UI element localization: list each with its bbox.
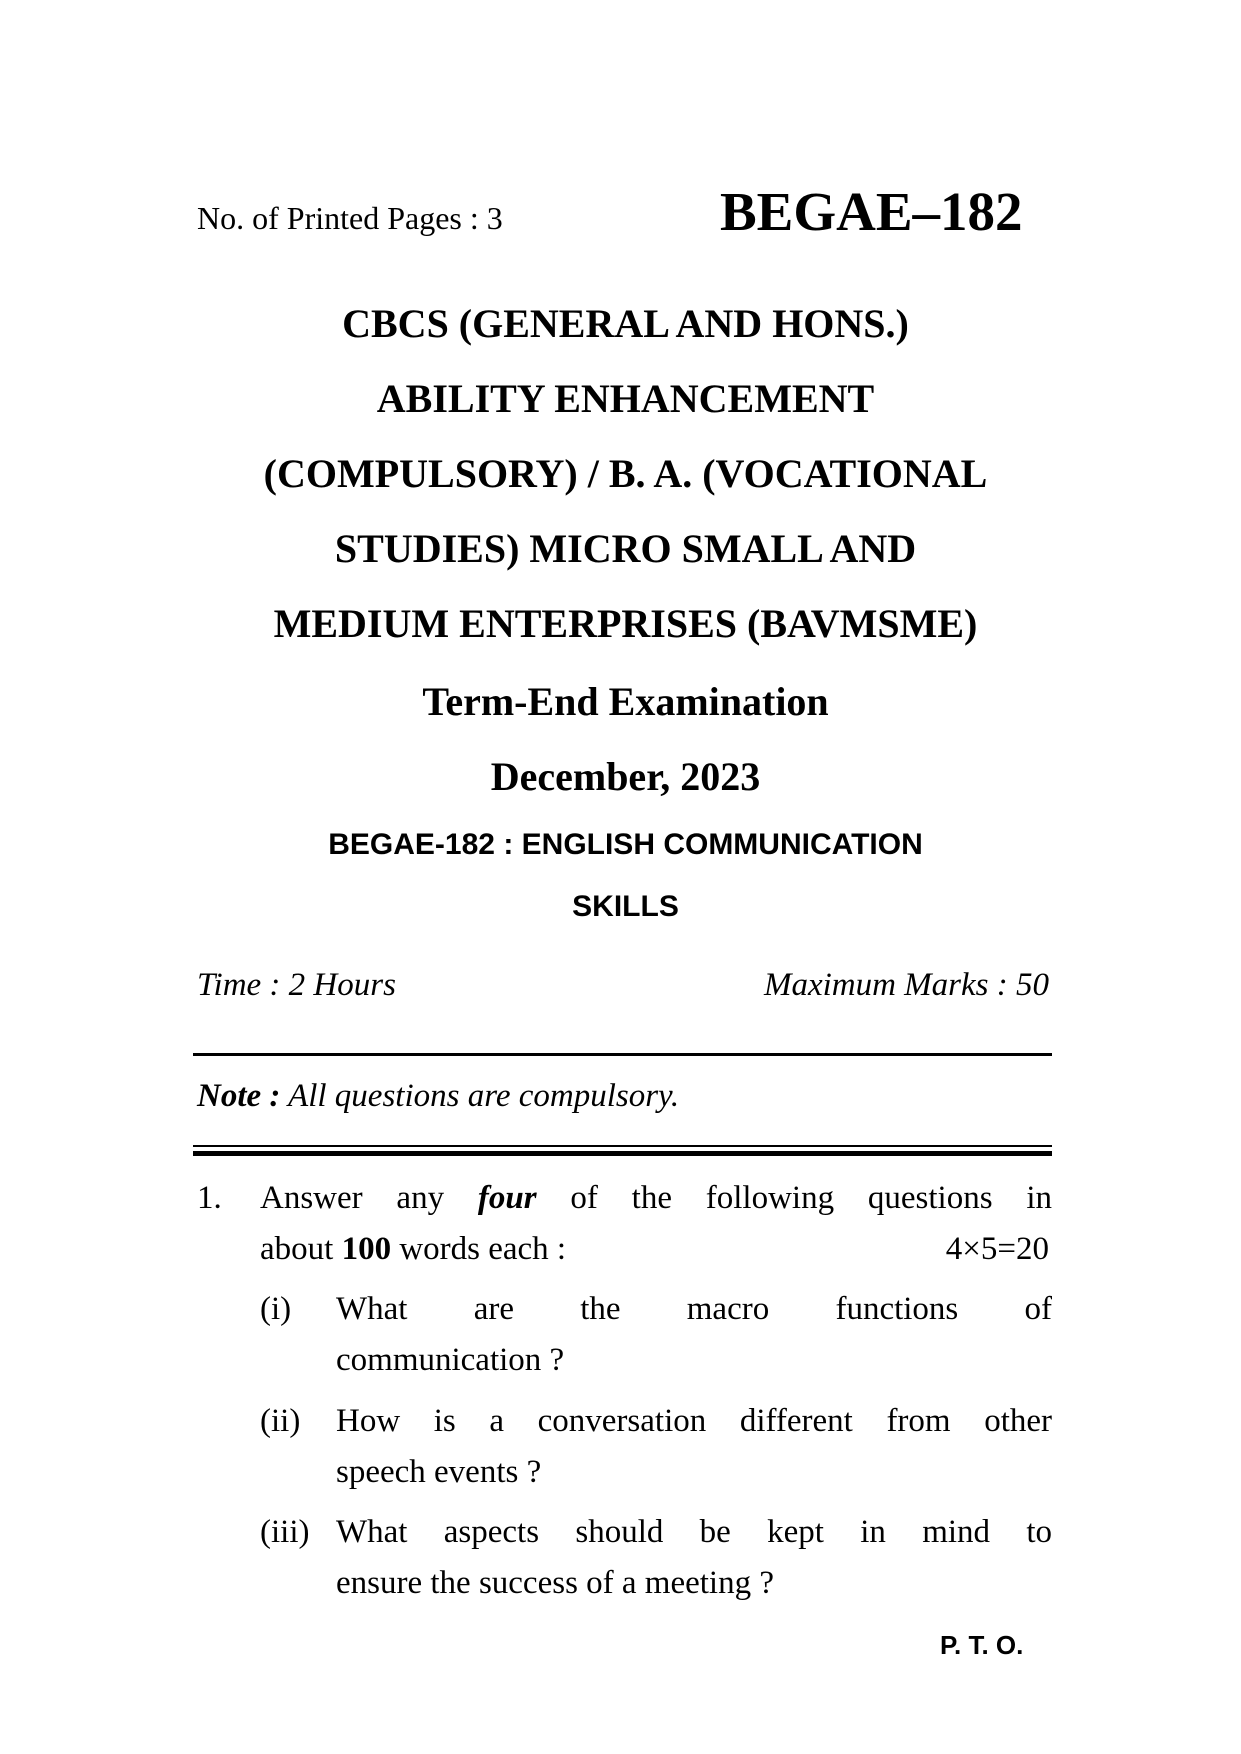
- subquestion-text: How is a conversation different from other: [336, 1403, 1052, 1439]
- exam-date: December, 2023: [490, 754, 761, 799]
- divider: [193, 1053, 1052, 1056]
- question-intro: [260, 1172, 1052, 1224]
- subquestion-label: (i): [260, 1291, 292, 1327]
- printed-pages-count: No. of Printed Pages : 3: [197, 200, 503, 236]
- question-marks: 4×5=20: [945, 1231, 1049, 1267]
- exam-name: Term-End Examination: [422, 679, 829, 724]
- intro-text: Answer any: [260, 1180, 445, 1216]
- subquestion-text: What are the macro functions of: [336, 1291, 1052, 1327]
- intro-emphasis: four: [477, 1180, 537, 1216]
- paper-title-line1: BEGAE-182 : ENGLISH COMMUNICATION: [328, 828, 923, 861]
- subquestion-text: What aspects should be kept in mind to: [336, 1514, 1052, 1550]
- exam-duration: Time : 2 Hours: [197, 967, 396, 1003]
- subquestion-text: communication ?: [336, 1342, 565, 1378]
- intro-text: about: [260, 1231, 334, 1267]
- subquestion-text: ensure the success of a meeting ?: [336, 1565, 774, 1601]
- subquestion-text: speech events ?: [336, 1454, 542, 1490]
- subquestion-label: (iii): [260, 1514, 310, 1550]
- course-code: BEGAE–182: [720, 181, 1023, 242]
- note-label: Note :: [197, 1078, 281, 1114]
- maximum-marks: Maximum Marks : 50: [763, 967, 1049, 1003]
- title-line: MEDIUM ENTERPRISES (BAVMSME): [273, 601, 978, 646]
- intro-text: of the following questions in: [570, 1180, 1053, 1216]
- please-turn-over: P. T. O.: [940, 1630, 1024, 1660]
- title-line: ABILITY ENHANCEMENT: [376, 376, 875, 421]
- word-count: 100: [341, 1231, 392, 1267]
- double-divider-bottom: [193, 1151, 1052, 1156]
- double-divider-top: [193, 1145, 1052, 1147]
- title-line: CBCS (GENERAL AND HONS.): [342, 301, 909, 346]
- intro-text: words each :: [399, 1231, 567, 1267]
- instructions-note: [197, 1078, 679, 1115]
- subquestion-label: (ii): [260, 1403, 301, 1439]
- question-intro-line2: [260, 1223, 566, 1275]
- paper-title-line2: SKILLS: [572, 890, 679, 923]
- question-number: 1.: [197, 1180, 222, 1216]
- title-line: (COMPULSORY) / B. A. (VOCATIONAL: [263, 451, 988, 496]
- note-text: All questions are compulsory.: [288, 1078, 680, 1114]
- title-line: STUDIES) MICRO SMALL AND: [334, 526, 917, 571]
